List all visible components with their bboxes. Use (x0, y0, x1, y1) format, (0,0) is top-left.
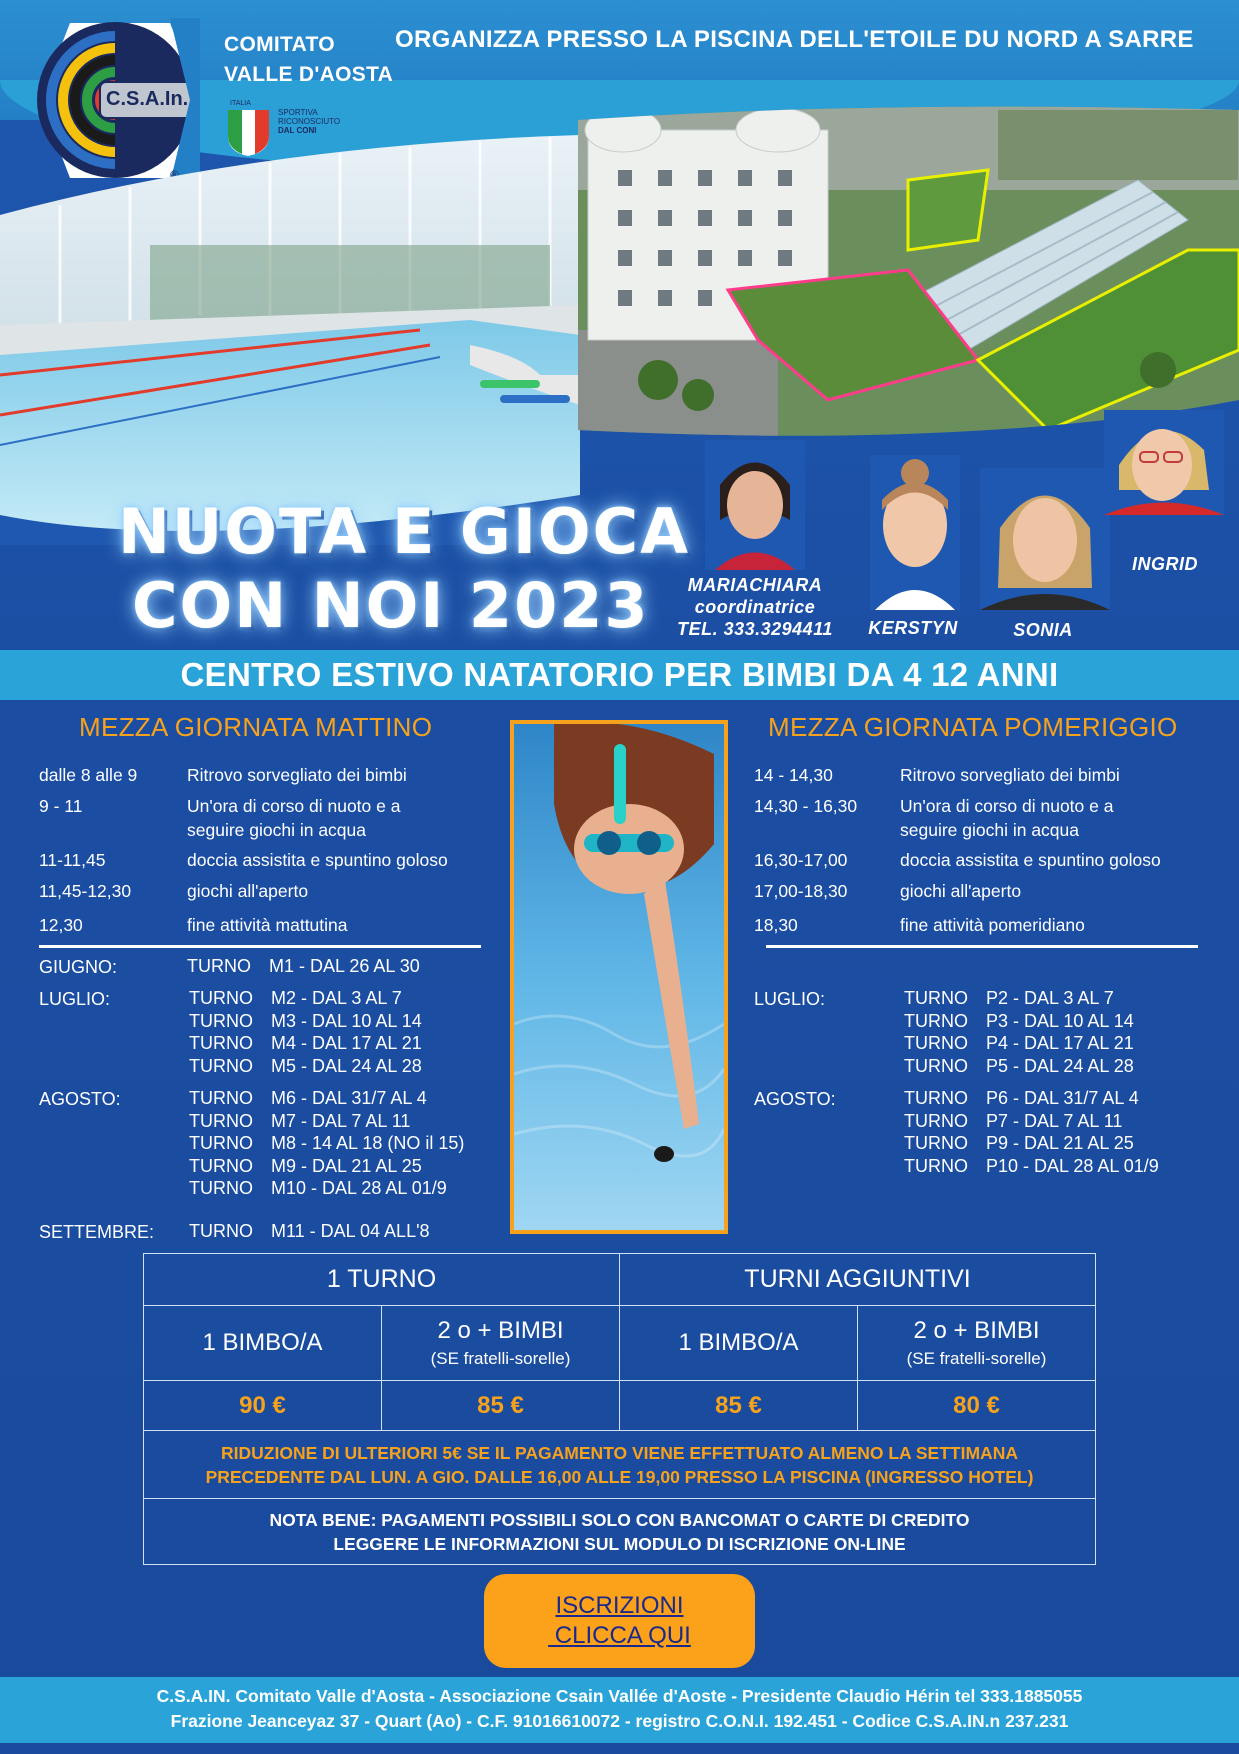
registered-mark: ® (170, 168, 179, 182)
month-giugno: GIUGNO: (39, 957, 118, 977)
footer-line2: Frazione Jeanceyaz 37 - Quart (Ao) - C.F. 91016610072 - registro C.O.N.I. 192.451 - Codice C.S.A.IN.n 237.231 (170, 1711, 1069, 1731)
price-group-turni-aggiuntivi: TURNI AGGIUNTIVI (620, 1254, 1096, 1306)
afternoon-title: MEZZA GIORNATA POMERIGGIO (768, 712, 1178, 742)
person-icon (705, 440, 805, 570)
price-group-1-turno: 1 TURNO (144, 1254, 620, 1306)
title-line1: NUOTA E GIOCA (118, 495, 691, 568)
comitato-text (224, 30, 393, 90)
staff-phone-mariachiara: TEL. 333.3294411 (677, 619, 833, 639)
month-agosto-pm: AGOSTO: (754, 1089, 836, 1109)
logo-text: C.S.A.In. (106, 88, 189, 110)
staff-name-sonia: SONIA (1013, 620, 1073, 640)
footer-bottom-bar (0, 1743, 1239, 1754)
price-value: 90 € (144, 1381, 382, 1431)
footer-line1: C.S.A.IN. Comitato Valle d'Aosta - Associazione Csain Vallée d'Aoste - Presidente Claudio Hérin tel 333.1885055 (156, 1686, 1083, 1706)
price-value: 85 € (620, 1381, 858, 1431)
afternoon-divider (766, 945, 1198, 948)
coni-italia: ITALIA (230, 100, 251, 107)
header-two-children: 2 o + BIMBI (SE fratelli-sorelle) (382, 1306, 620, 1381)
comitato-line2: VALLE D'AOSTA (224, 63, 394, 86)
turno-list-settembre: TURNO M11 - DAL 04 ALL'8 (189, 1221, 430, 1241)
staff-photo-mariachiara (705, 440, 805, 570)
header-two-children-extra: 2 o + BIMBI (SE fratelli-sorelle) (858, 1306, 1096, 1381)
turno-list-luglio: TURNO M2 - DAL 3 AL 7 TURNO M3 - DAL 10 AL 14 TURNO M4 - DAL 17 AL 21 TURNO M5 - DAL 24 AL 28 (189, 988, 422, 1076)
iscrizioni-button[interactable] (484, 1574, 755, 1668)
person-icon (980, 468, 1110, 610)
staff-name-kerstyn: KERSTYN (868, 618, 958, 638)
flyer-page: C.S.A.In. ® COMITATO VALLE D'AOSTA ITALIA SPORTIVA RICONOSCIUTO DAL CONI ORGANIZZA PRESSO LA PISCINA DELL'ETOILE DU NORD A SARRE NUOTA E GIOCA CON NOI 2023 MARIACHIARA coordinatrice TEL. 333.3294411 KERSTYN SONIA INGRID CENTRO ESTIVO NATATORIO PER BIMBI DA 4 12 ANNI MEZZA GIORNATA MATTINO dalle 8 alle 9 Ritrovo sorvegliato dei bimbi 9 - 11 Un'ora di corso di nuoto e a seguire giochi in acqua 11-11,45 doccia assistita e spuntino goloso 11,45-12,30 giochi all'aperto 12,30 fine attività mattutina GIUGNO: TURNO M1 - DAL 26 AL 30 LUGLIO: TURNO M2 - DAL 3 AL 7 TURNO M3 - DAL 10 AL 14 TURNO M4 - DAL 17 AL 21 TURNO M5 - DAL 24 AL 28 AGOSTO: TURNO M6 - DAL 31/7 AL 4 TURNO M7 - DAL 7 AL 11 TURNO M8 - 14 AL 18 (NO il 15) TURNO M9 - DAL 21 AL 25 TURNO M10 - DAL 28 AL 01/9 SETTEMBRE: TURNO M11 - DAL 04 ALL'8 MEZZA GIORNATA POMERIGGIO 14 - 14,30 Ritrovo sorvegliato dei bimbi 14,30 - 16,30 Un'ora di corso di nuoto e a seguire giochi in acqua 16,30-17,00 doccia assistita e spuntino goloso 17,00-18,30 giochi all'aperto 18,30 fine attività pomeridiano LUGLIO: TURNO P2 - DAL 3 AL 7 TURNO P3 - DAL 10 AL 14 TURNO P4 - DAL 17 AL 21 TURNO P5 - DAL 24 AL 28 AGOSTO: TURNO P6 - DAL 31/7 AL 4 TURNO P7 - DAL 7 AL 11 TURNO P9 - DAL 21 AL 25 TURNO P10 - DAL 28 AL 01/9 1 TURNO TURNI AGGIUNTIVI 1 BIMBO/A 2 o + BIMBI (SE fratelli-sorelle) 1 BIMBO/A 2 o + BIMBI (SE fratelli-sorelle) 90 € 85 € 85 € 80 € RIDUZIONE DI ULTERIORI 5€ SE IL PAGAMENTO VIENE EFFETTUATO ALMENO LA SETTIMANA PRECEDENTE DAL LUN. A GIO. DALLE 16,00 ALLE 19,00 PRESSO LA PISCINA (INGRESSO HOTEL) NOTA BENE: PAGAMENTI POSSIBILI SOLO CON BANCOMAT O CARTE DI CREDITO LEGGERE LE INFORMAZIONI SUL MODULO DI ISCRIZIONE ON-LINE ISCRIZIONI CLICCA QUI C.S.A.IN. Comitato Valle d'Aosta - Associazione Csain Vallée d'Aoste - Presidente Claudio Hérin tel 333.1885055 Frazione Jeanceyaz 37 - Quart (Ao) - C.F. 91016610072 - registro C.O.N.I. 192.451 - Codice C.S.A.IN.n 237.231 (0, 0, 1239, 1754)
aerial-hotel-photo (578, 100, 1239, 450)
turno-list-giugno: TURNO M1 - DAL 26 AL 30 (187, 956, 420, 976)
staff-photo-ingrid (1104, 410, 1224, 515)
staff-label-mariachiara (660, 574, 850, 640)
header-one-child: 1 BIMBO/A (144, 1306, 382, 1381)
morning-title: MEZZA GIORNATA MATTINO (79, 712, 433, 742)
turno-list-agosto: TURNO M6 - DAL 31/7 AL 4 TURNO M7 - DAL 7 AL 11 TURNO M8 - 14 AL 18 (NO il 15) TURNO M9 - DAL 21 AL 25 TURNO M10 - DAL 28 AL 01/9 (189, 1088, 465, 1198)
comitato-line1: COMITATO (224, 33, 335, 56)
morning-divider (39, 945, 481, 948)
coni-line1: SPORTIVA (278, 108, 318, 117)
staff-name-ingrid: INGRID (1132, 554, 1198, 574)
footer (0, 1677, 1239, 1743)
staff-photo-sonia (980, 468, 1110, 610)
person-icon (1104, 410, 1224, 515)
turno-list-agosto-pm: TURNO P6 - DAL 31/7 AL 4 TURNO P7 - DAL 7 AL 11 TURNO P9 - DAL 21 AL 25 TURNO P10 - DAL 28 AL 01/9 (904, 1088, 1159, 1176)
staff-photo-kerstyn (870, 455, 960, 610)
centro-band-text: CENTRO ESTIVO NATATORIO PER BIMBI DA 4 12 ANNI (180, 656, 1059, 693)
main-title (118, 495, 690, 643)
title-line2: CON NOI 2023 (132, 569, 650, 642)
staff-role-mariachiara: coordinatrice (694, 597, 816, 617)
month-luglio-pm: LUGLIO: (754, 989, 826, 1009)
coni-line3: DAL CONI (278, 126, 317, 135)
swimmer-image (514, 724, 724, 1230)
iscrizioni-button-line1: ISCRIZIONI (555, 1592, 684, 1619)
turno-list-luglio-pm: TURNO P2 - DAL 3 AL 7 TURNO P3 - DAL 10 AL 14 TURNO P4 - DAL 17 AL 21 TURNO P5 - DAL 24 AL 28 (904, 988, 1134, 1076)
organizza-text: ORGANIZZA PRESSO LA PISCINA DELL'ETOILE DU NORD A SARRE (395, 26, 1194, 53)
header-one-child-extra: 1 BIMBO/A (620, 1306, 858, 1381)
discount-note: RIDUZIONE DI ULTERIORI 5€ SE IL PAGAMENTO VIENE EFFETTUATO ALMENO LA SETTIMANA PRECEDENTE DAL LUN. A GIO. DALLE 16,00 ALLE 19,00 PRESSO LA PISCINA (INGRESSO HOTEL) (144, 1431, 1096, 1499)
month-agosto: AGOSTO: (39, 1089, 121, 1109)
price-value: 80 € (858, 1381, 1096, 1431)
month-settembre: SETTEMBRE: (39, 1222, 155, 1242)
centro-band (0, 650, 1239, 700)
iscrizioni-button-line2: CLICCA QUI (548, 1622, 691, 1649)
indoor-pool-photo (0, 125, 580, 545)
month-luglio: LUGLIO: (39, 989, 111, 1009)
person-icon (870, 455, 960, 610)
payment-note: NOTA BENE: PAGAMENTI POSSIBILI SOLO CON BANCOMAT O CARTE DI CREDITO LEGGERE LE INFORMAZIONI SUL MODULO DI ISCRIZIONE ON-LINE (144, 1499, 1096, 1565)
coni-line2: RICONOSCIUTO (278, 117, 341, 126)
price-value: 85 € (382, 1381, 620, 1431)
child-swimming-photo (510, 720, 728, 1234)
price-table (143, 1253, 1096, 1565)
staff-name-mariachiara: MARIACHIARA (687, 575, 823, 595)
